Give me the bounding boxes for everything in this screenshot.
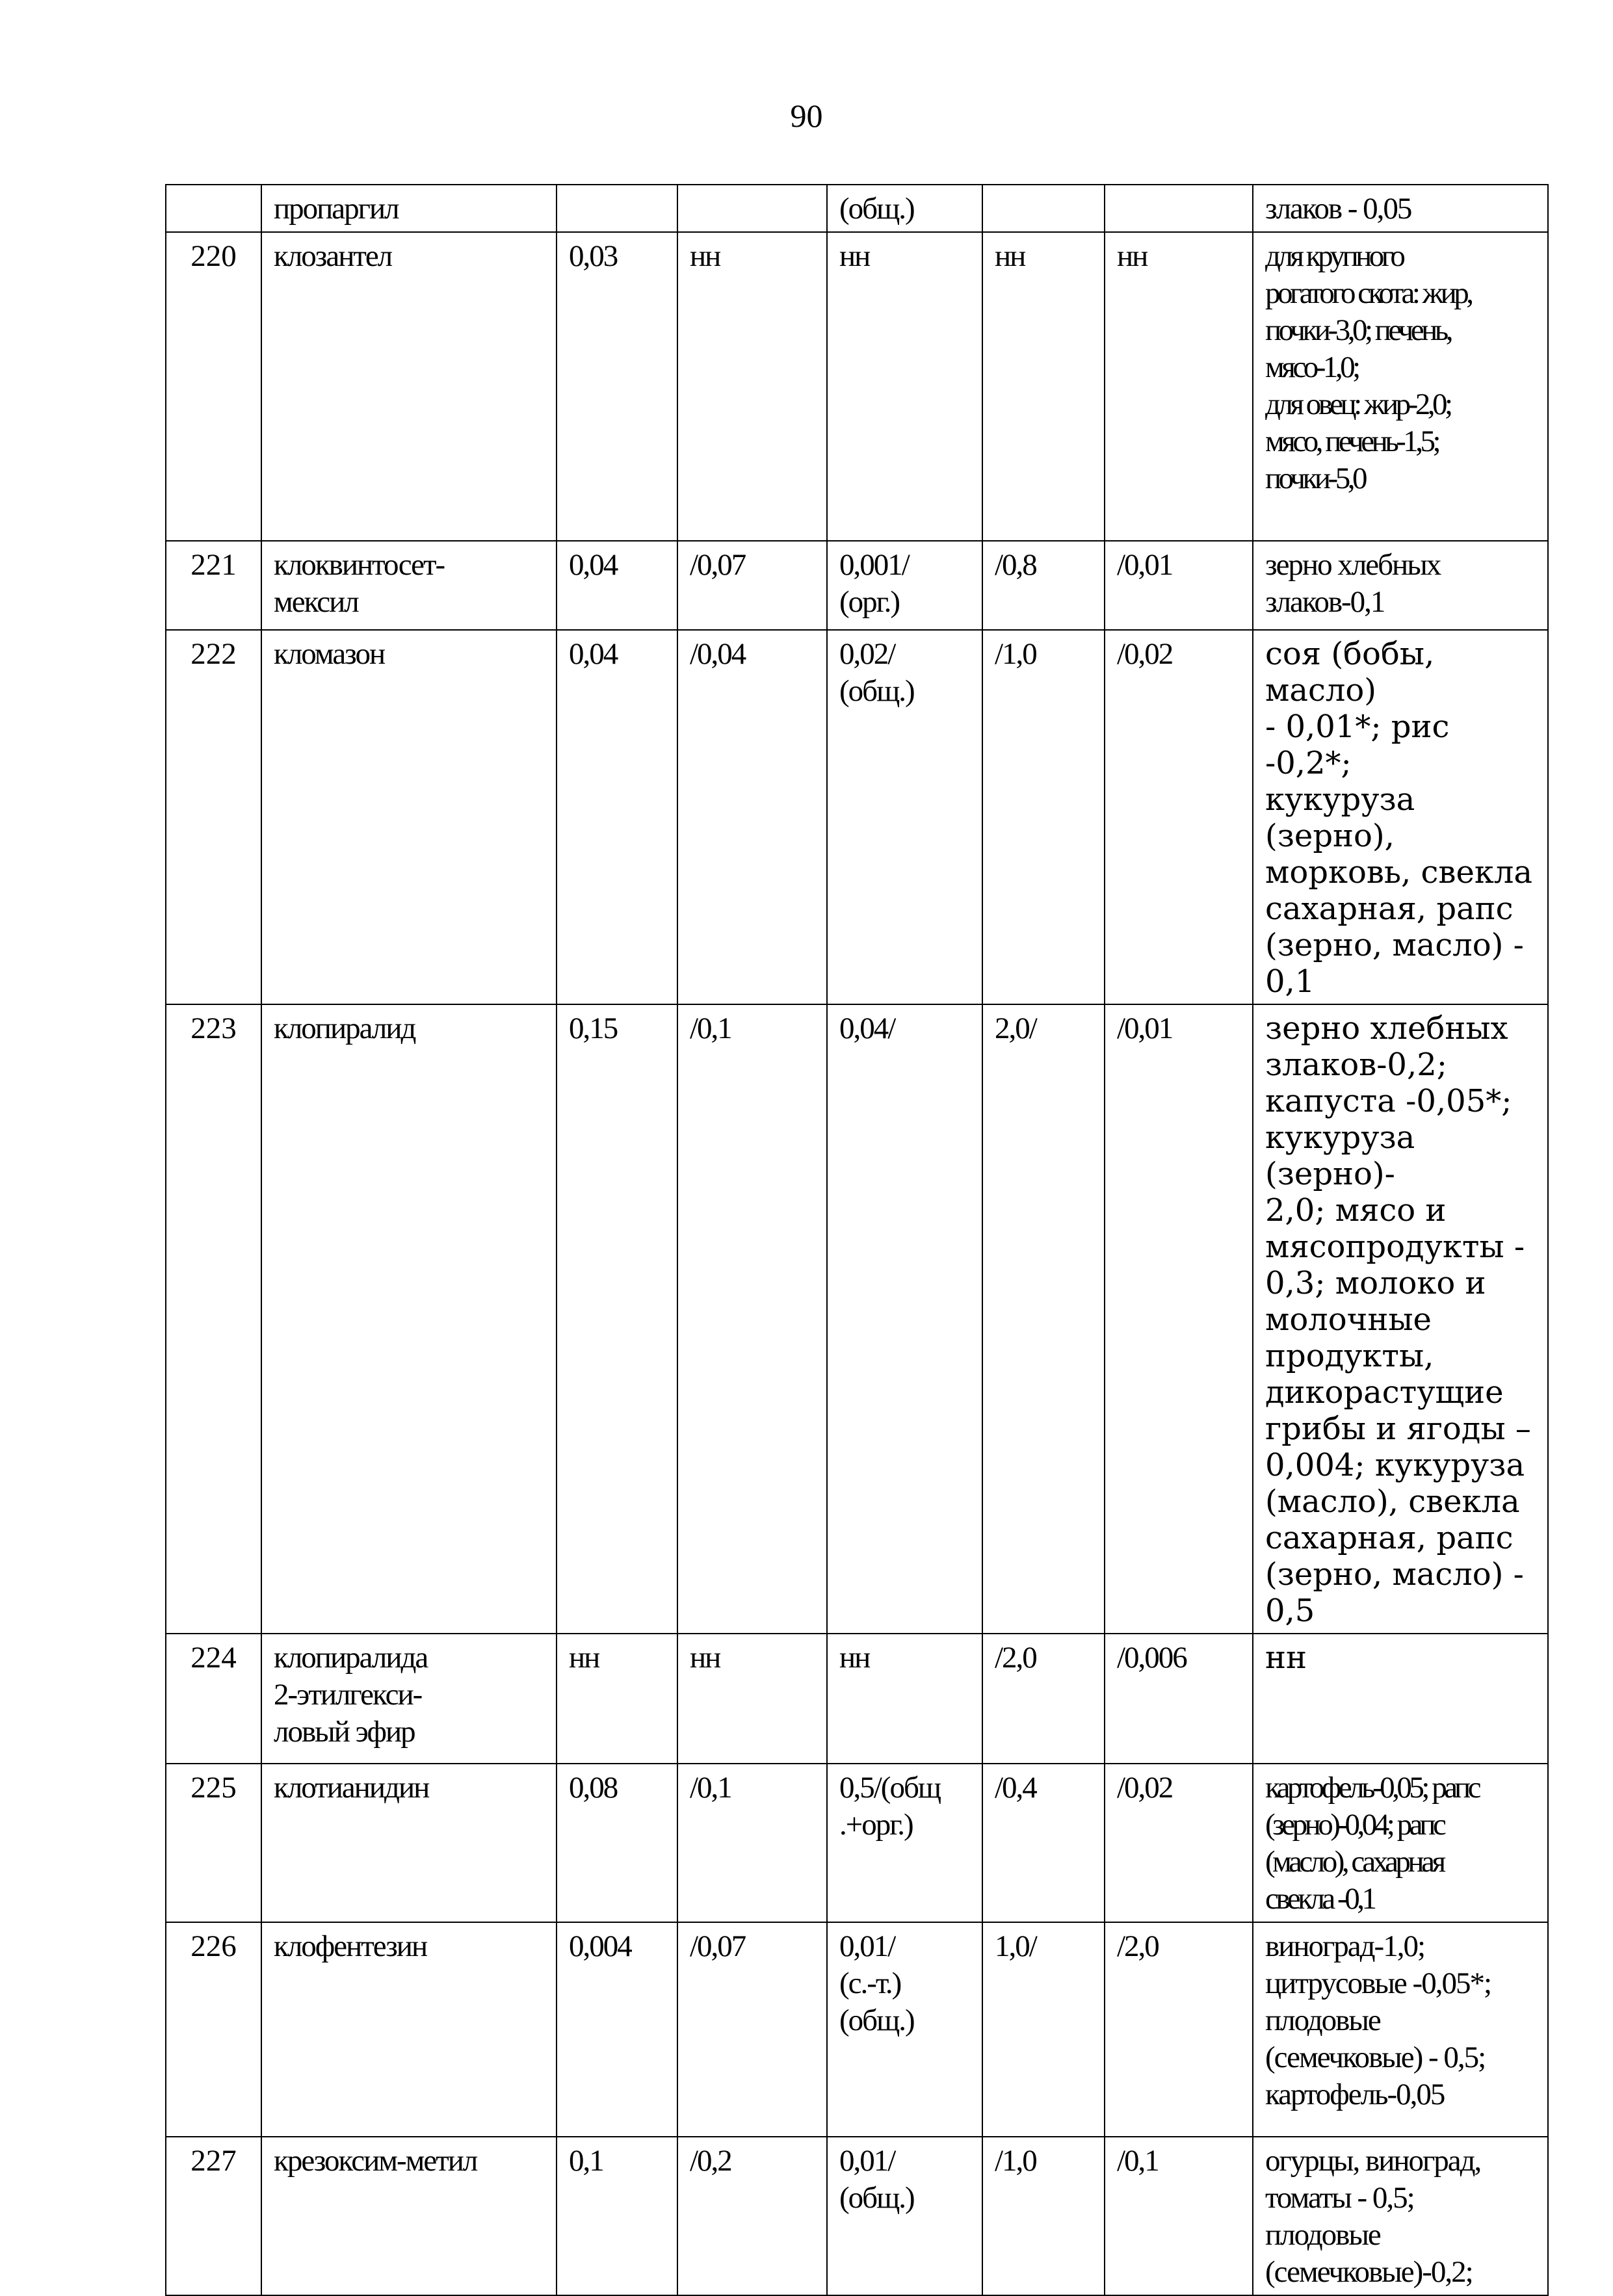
value-cell-1: 0,15	[557, 1004, 677, 1634]
residue-note: злаков - 0,05	[1253, 185, 1548, 232]
residue-note: картофель-0,05; рапс (зерно)-0,04; рапс (масло), сахарная свекла -0,1	[1253, 1764, 1548, 1922]
value-cell-4: 2,0/	[982, 1004, 1105, 1634]
substance-name: клотианидин	[261, 1764, 557, 1922]
value-cell-4: /1,0	[982, 2137, 1105, 2295]
value-cell-3: 0,02/ (общ.)	[827, 630, 982, 1004]
value-cell-1: 0,04	[557, 541, 677, 630]
residue-limits-table	[165, 184, 1549, 2296]
value-cell-3: 0,5/(общ .+орг.)	[827, 1764, 982, 1922]
value-cell-3: 0,001/ (орг.)	[827, 541, 982, 630]
value-cell-1: 0,03	[557, 232, 677, 541]
row-number: 225	[166, 1764, 261, 1922]
value-cell-2: /0,1	[677, 1764, 827, 1922]
value-cell-5: /0,006	[1105, 1634, 1253, 1764]
row-number: 223	[166, 1004, 261, 1634]
value-cell-3: нн	[827, 1634, 982, 1764]
table-row	[166, 1922, 1548, 2137]
table-row	[166, 1004, 1548, 1634]
substance-name: клозантел	[261, 232, 557, 541]
row-number: 224	[166, 1634, 261, 1764]
value-cell-5: /0,01	[1105, 1004, 1253, 1634]
value-cell-5	[1105, 185, 1253, 232]
residue-note: нн	[1253, 1634, 1548, 1764]
value-cell-3: (общ.)	[827, 185, 982, 232]
value-cell-1: 0,08	[557, 1764, 677, 1922]
row-number: 220	[166, 232, 261, 541]
value-cell-4	[982, 185, 1105, 232]
substance-name: клопиралида 2-этилгекси- ловый эфир	[261, 1634, 557, 1764]
table-row	[166, 1634, 1548, 1764]
value-cell-5: /0,1	[1105, 2137, 1253, 2295]
table-row	[166, 2137, 1548, 2295]
value-cell-2: нн	[677, 1634, 827, 1764]
value-cell-2: /0,2	[677, 2137, 827, 2295]
table-row	[166, 1764, 1548, 1922]
value-cell-5: /2,0	[1105, 1922, 1253, 2137]
value-cell-4: /1,0	[982, 630, 1105, 1004]
row-number: 227	[166, 2137, 261, 2295]
substance-name: клоквинтосет- мексил	[261, 541, 557, 630]
row-number: 222	[166, 630, 261, 1004]
value-cell-4: нн	[982, 232, 1105, 541]
table-row	[166, 185, 1548, 232]
value-cell-4: /0,4	[982, 1764, 1105, 1922]
value-cell-1	[557, 185, 677, 232]
value-cell-1: нн	[557, 1634, 677, 1764]
row-number	[166, 185, 261, 232]
substance-name: кломазон	[261, 630, 557, 1004]
residue-note: виноград-1,0; цитрусовые -0,05*; плодовые (семечковые) - 0,5; картофель-0,05	[1253, 1922, 1548, 2137]
value-cell-1: 0,004	[557, 1922, 677, 2137]
value-cell-5: /0,01	[1105, 541, 1253, 630]
page-number: 90	[790, 98, 823, 134]
table-row	[166, 630, 1548, 1004]
value-cell-2	[677, 185, 827, 232]
value-cell-2: нн	[677, 232, 827, 541]
value-cell-3: 0,01/ (общ.)	[827, 2137, 982, 2295]
substance-name: клопиралид	[261, 1004, 557, 1634]
value-cell-5: /0,02	[1105, 630, 1253, 1004]
value-cell-5: нн	[1105, 232, 1253, 541]
value-cell-3: 0,04/	[827, 1004, 982, 1634]
row-number: 221	[166, 541, 261, 630]
value-cell-2: /0,04	[677, 630, 827, 1004]
table-row	[166, 232, 1548, 541]
value-cell-5: /0,02	[1105, 1764, 1253, 1922]
value-cell-2: /0,07	[677, 541, 827, 630]
residue-note: соя (бобы, масло) - 0,01*; рис -0,2*; кукуруза (зерно), морковь, свекла сахарная, рапс (зерно, масло) - 0,1	[1253, 630, 1548, 1004]
substance-name: крезоксим-метил	[261, 2137, 557, 2295]
row-number: 226	[166, 1922, 261, 2137]
residue-note: огурцы, виноград, томаты - 0,5; плодовые (семечковые)-0,2;	[1253, 2137, 1548, 2295]
value-cell-4: 1,0/	[982, 1922, 1105, 2137]
value-cell-2: /0,07	[677, 1922, 827, 2137]
substance-name: клофентезин	[261, 1922, 557, 2137]
value-cell-2: /0,1	[677, 1004, 827, 1634]
value-cell-3: 0,01/ (с.-т.) (общ.)	[827, 1922, 982, 2137]
residue-note: зерно хлебных злаков-0,2; капуста -0,05*; кукуруза (зерно)- 2,0; мясо и мясопродукты - 0,3; молоко и молочные продукты, дикорастущие грибы и ягоды – 0,004; кукуруза (масло), свекла сахарная, рапс (зерно, масло) - 0,5	[1253, 1004, 1548, 1634]
value-cell-3: нн	[827, 232, 982, 541]
table-row	[166, 541, 1548, 630]
value-cell-1: 0,04	[557, 630, 677, 1004]
value-cell-1: 0,1	[557, 2137, 677, 2295]
residue-note: для крупного рогатого скота: жир, почки-3,0; печень, мясо-1,0; для овец: жир-2,0; мясо, печень-1,5; почки-5,0	[1253, 232, 1548, 541]
value-cell-4: /0,8	[982, 541, 1105, 630]
residue-note: зерно хлебных злаков-0,1	[1253, 541, 1548, 630]
value-cell-4: /2,0	[982, 1634, 1105, 1764]
substance-name: пропаргил	[261, 185, 557, 232]
